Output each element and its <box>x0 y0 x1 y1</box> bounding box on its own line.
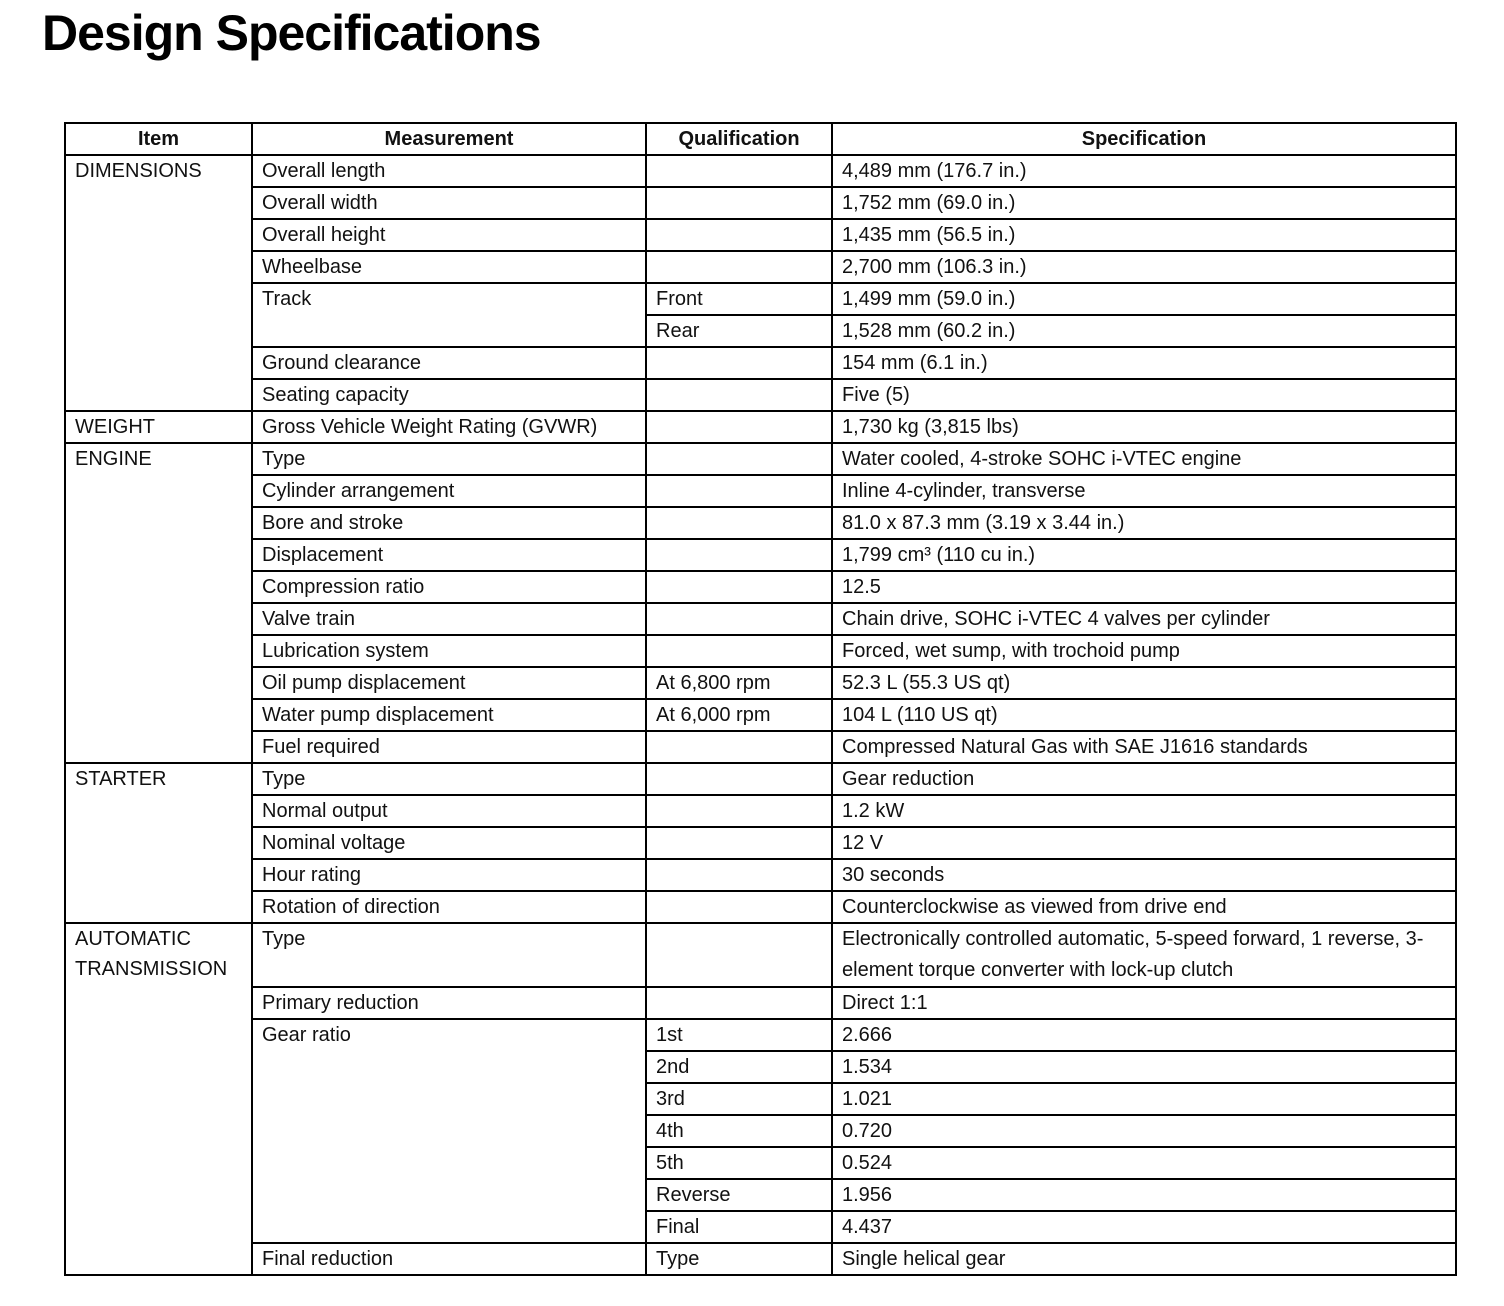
specification-cell: Gear reduction <box>832 763 1456 795</box>
measurement-cell: Displacement <box>252 539 646 571</box>
qualification-cell <box>646 507 832 539</box>
table-row <box>65 347 1456 379</box>
specification-cell: Inline 4-cylinder, transverse <box>832 475 1456 507</box>
specification-cell: 81.0 x 87.3 mm (3.19 x 3.44 in.) <box>832 507 1456 539</box>
table-row <box>65 443 1456 475</box>
specification-cell: 4,489 mm (176.7 in.) <box>832 155 1456 187</box>
table-row <box>65 283 1456 315</box>
measurement-cell: Rotation of direction <box>252 891 646 923</box>
qualification-cell <box>646 411 832 443</box>
qualification-cell: Rear <box>646 315 832 347</box>
measurement-cell: Type <box>252 923 646 987</box>
table-row <box>65 411 1456 443</box>
specification-cell: 4.437 <box>832 1211 1456 1243</box>
measurement-cell: Gear ratio <box>252 1019 646 1243</box>
qualification-cell <box>646 859 832 891</box>
measurement-cell: Overall height <box>252 219 646 251</box>
table-row <box>65 475 1456 507</box>
specification-cell: 2.666 <box>832 1019 1456 1051</box>
table-row <box>65 923 1456 987</box>
qualification-cell: Front <box>646 283 832 315</box>
measurement-cell: Final reduction <box>252 1243 646 1275</box>
table-row <box>65 379 1456 411</box>
table-row <box>65 507 1456 539</box>
measurement-cell: Gross Vehicle Weight Rating (GVWR) <box>252 411 646 443</box>
specification-cell: Counterclockwise as viewed from drive end <box>832 891 1456 923</box>
qualification-cell: Type <box>646 1243 832 1275</box>
qualification-cell: At 6,800 rpm <box>646 667 832 699</box>
qualification-cell <box>646 379 832 411</box>
qualification-cell: 3rd <box>646 1083 832 1115</box>
specification-cell: Five (5) <box>832 379 1456 411</box>
measurement-cell: Cylinder arrangement <box>252 475 646 507</box>
qualification-cell <box>646 155 832 187</box>
table-row <box>65 731 1456 763</box>
specification-cell: 2,700 mm (106.3 in.) <box>832 251 1456 283</box>
measurement-cell: Lubrication system <box>252 635 646 667</box>
measurement-cell: Oil pump displacement <box>252 667 646 699</box>
measurement-cell: Normal output <box>252 795 646 827</box>
qualification-cell <box>646 187 832 219</box>
table-row <box>65 891 1456 923</box>
qualification-cell <box>646 347 832 379</box>
table-row <box>65 1019 1456 1051</box>
qualification-cell: At 6,000 rpm <box>646 699 832 731</box>
measurement-cell: Valve train <box>252 603 646 635</box>
table-row <box>65 155 1456 187</box>
qualification-cell: Final <box>646 1211 832 1243</box>
measurement-cell: Wheelbase <box>252 251 646 283</box>
header-qualification: Qualification <box>646 123 832 155</box>
table-row <box>65 987 1456 1019</box>
qualification-cell <box>646 731 832 763</box>
specification-cell: 12.5 <box>832 571 1456 603</box>
qualification-cell: 1st <box>646 1019 832 1051</box>
measurement-cell: Hour rating <box>252 859 646 891</box>
qualification-cell: 5th <box>646 1147 832 1179</box>
qualification-cell <box>646 251 832 283</box>
specification-cell: 0.524 <box>832 1147 1456 1179</box>
qualification-cell <box>646 987 832 1019</box>
table-row <box>65 219 1456 251</box>
table-body <box>65 155 1456 1275</box>
specification-cell: Water cooled, 4-stroke SOHC i-VTEC engine <box>832 443 1456 475</box>
measurement-cell: Overall width <box>252 187 646 219</box>
qualification-cell <box>646 763 832 795</box>
qualification-cell <box>646 443 832 475</box>
specification-cell: Compressed Natural Gas with SAE J1616 standards <box>832 731 1456 763</box>
qualification-cell: 4th <box>646 1115 832 1147</box>
specification-cell: 1,435 mm (56.5 in.) <box>832 219 1456 251</box>
header-measurement: Measurement <box>252 123 646 155</box>
item-cell: DIMENSIONS <box>65 155 252 411</box>
header-specification: Specification <box>832 123 1456 155</box>
qualification-cell <box>646 923 832 987</box>
specification-cell: 52.3 L (55.3 US qt) <box>832 667 1456 699</box>
table-row <box>65 187 1456 219</box>
specification-cell: 1.956 <box>832 1179 1456 1211</box>
measurement-cell: Compression ratio <box>252 571 646 603</box>
specification-cell: Chain drive, SOHC i-VTEC 4 valves per cylinder <box>832 603 1456 635</box>
table-row <box>65 667 1456 699</box>
measurement-cell: Nominal voltage <box>252 827 646 859</box>
measurement-cell: Track <box>252 283 646 347</box>
table-row <box>65 859 1456 891</box>
design-specifications-table <box>64 122 1457 1276</box>
measurement-cell: Type <box>252 763 646 795</box>
specification-cell: 12 V <box>832 827 1456 859</box>
table-row <box>65 603 1456 635</box>
table-row <box>65 1243 1456 1275</box>
table-row <box>65 635 1456 667</box>
table-row <box>65 763 1456 795</box>
measurement-cell: Type <box>252 443 646 475</box>
specification-cell: 1,528 mm (60.2 in.) <box>832 315 1456 347</box>
specification-cell: 0.720 <box>832 1115 1456 1147</box>
specification-cell: Forced, wet sump, with trochoid pump <box>832 635 1456 667</box>
item-cell: STARTER <box>65 763 252 923</box>
specification-cell: 154 mm (6.1 in.) <box>832 347 1456 379</box>
specification-cell: 1.2 kW <box>832 795 1456 827</box>
qualification-cell: Reverse <box>646 1179 832 1211</box>
qualification-cell <box>646 571 832 603</box>
qualification-cell <box>646 603 832 635</box>
item-cell: AUTOMATIC TRANSMISSION <box>65 923 252 1275</box>
specification-cell: Electronically controlled automatic, 5-speed forward, 1 reverse, 3-element torque converter with lock-up clutch <box>832 923 1456 987</box>
qualification-cell <box>646 827 832 859</box>
item-cell: ENGINE <box>65 443 252 763</box>
page-title: Design Specifications <box>42 5 541 61</box>
specification-cell: 1,499 mm (59.0 in.) <box>832 283 1456 315</box>
qualification-cell: 2nd <box>646 1051 832 1083</box>
measurement-cell: Water pump displacement <box>252 699 646 731</box>
table-row <box>65 699 1456 731</box>
qualification-cell <box>646 219 832 251</box>
measurement-cell: Fuel required <box>252 731 646 763</box>
qualification-cell <box>646 891 832 923</box>
qualification-cell <box>646 795 832 827</box>
table-row <box>65 251 1456 283</box>
specification-cell: 1.021 <box>832 1083 1456 1115</box>
item-cell: WEIGHT <box>65 411 252 443</box>
measurement-cell: Ground clearance <box>252 347 646 379</box>
specification-cell: Direct 1:1 <box>832 987 1456 1019</box>
specification-cell: 1.534 <box>832 1051 1456 1083</box>
specification-cell: 104 L (110 US qt) <box>832 699 1456 731</box>
specification-cell: 30 seconds <box>832 859 1456 891</box>
measurement-cell: Seating capacity <box>252 379 646 411</box>
table-row <box>65 827 1456 859</box>
measurement-cell: Overall length <box>252 155 646 187</box>
specification-cell: 1,730 kg (3,815 lbs) <box>832 411 1456 443</box>
table-row <box>65 571 1456 603</box>
qualification-cell <box>646 539 832 571</box>
header-item: Item <box>65 123 252 155</box>
measurement-cell: Primary reduction <box>252 987 646 1019</box>
table-row <box>65 795 1456 827</box>
specification-cell: 1,799 cm³ (110 cu in.) <box>832 539 1456 571</box>
qualification-cell <box>646 635 832 667</box>
table-header-row <box>65 123 1456 155</box>
specification-cell: 1,752 mm (69.0 in.) <box>832 187 1456 219</box>
table-row <box>65 539 1456 571</box>
specification-cell: Single helical gear <box>832 1243 1456 1275</box>
measurement-cell: Bore and stroke <box>252 507 646 539</box>
qualification-cell <box>646 475 832 507</box>
